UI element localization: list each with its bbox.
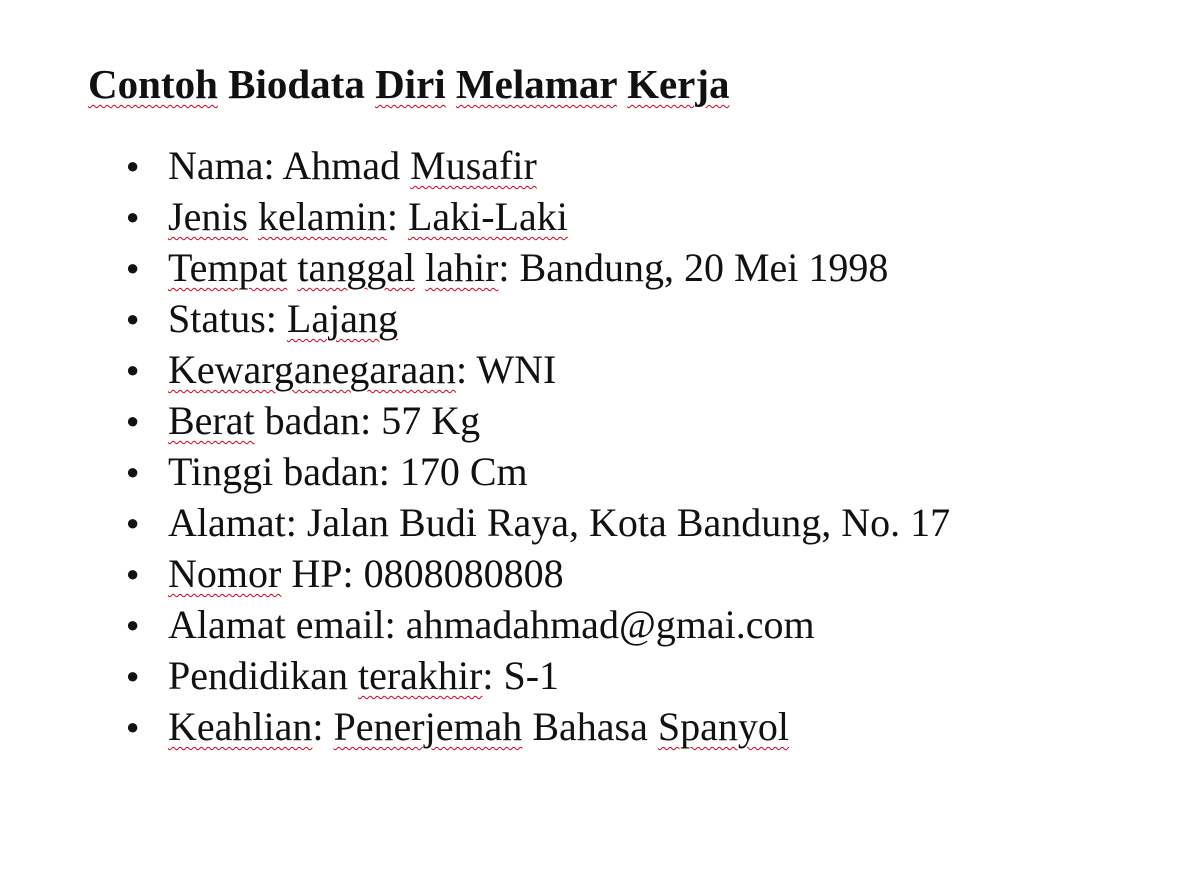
item-text: :	[386, 194, 408, 239]
list-item-nama	[88, 140, 1168, 191]
bullet-icon: ●	[126, 510, 140, 535]
misspelled-word: Penerjemah	[333, 704, 523, 749]
misspelled-word: Kerja	[627, 61, 730, 107]
list-item-nomor-hp	[88, 548, 1168, 599]
title-text	[446, 61, 456, 107]
item-text	[287, 245, 297, 290]
item-text: : S-1	[482, 653, 560, 698]
misspelled-word: Jenis	[168, 194, 248, 239]
item-text: Tinggi badan: 170 Cm	[168, 449, 528, 494]
bullet-icon: ●	[126, 408, 140, 433]
item-text	[415, 245, 425, 290]
bullet-icon: ●	[126, 714, 140, 739]
document-page	[88, 58, 1168, 752]
title-text	[617, 61, 627, 107]
misspelled-word: Keahlian	[168, 704, 313, 749]
item-text: : WNI	[455, 347, 557, 392]
misspelled-word: Kewarganegaraan	[168, 347, 456, 392]
bullet-icon: ●	[126, 153, 140, 178]
bullet-icon: ●	[126, 204, 140, 229]
item-text: Alamat email: ahmadahmad@gmai.com	[168, 602, 815, 647]
misspelled-word: lahir	[425, 245, 499, 290]
misspelled-word: Lajang	[286, 296, 398, 341]
misspelled-word: Melamar	[455, 61, 617, 107]
list-item-jenis-kelamin	[88, 191, 1168, 242]
list-item-pendidikan-terakhir	[88, 650, 1168, 701]
item-text: : Bandung, 20 Mei 1998	[498, 245, 889, 290]
bullet-icon: ●	[126, 663, 140, 688]
bullet-icon: ●	[126, 255, 140, 280]
bullet-icon: ●	[126, 459, 140, 484]
item-text: Alamat: Jalan Budi Raya, Kota Bandung, No. 17	[168, 500, 951, 545]
item-text: Nama: Ahmad	[168, 143, 411, 188]
list-item-status	[88, 293, 1168, 344]
item-text: HP: 0808080808	[281, 551, 564, 596]
misspelled-word: Laki-Laki	[407, 194, 568, 239]
misspelled-word: Diri	[375, 61, 446, 107]
bullet-icon: ●	[126, 357, 140, 382]
biodata-list	[88, 140, 1168, 752]
list-item-kewarganegaraan	[88, 344, 1168, 395]
misspelled-word: Tempat	[168, 245, 288, 290]
misspelled-word: Berat	[168, 398, 255, 443]
list-item-alamat	[88, 497, 1168, 548]
item-text: Pendidikan	[168, 653, 358, 698]
item-text: Status:	[168, 296, 287, 341]
item-text: :	[312, 704, 334, 749]
misspelled-word: kelamin	[258, 194, 387, 239]
document-title	[88, 58, 1168, 110]
bullet-icon: ●	[126, 612, 140, 637]
list-item-berat-badan	[88, 395, 1168, 446]
bullet-icon: ●	[126, 306, 140, 331]
misspelled-word: Nomor	[168, 551, 282, 596]
misspelled-word: tanggal	[297, 245, 416, 290]
item-text: Bahasa	[522, 704, 658, 749]
list-item-keahlian	[88, 701, 1168, 752]
list-item-tempat-tanggal-lahir	[88, 242, 1168, 293]
misspelled-word: Musafir	[410, 143, 537, 188]
misspelled-word: terakhir	[357, 653, 483, 698]
misspelled-word: Contoh	[88, 61, 218, 107]
bullet-icon: ●	[126, 561, 140, 586]
list-item-alamat-email	[88, 599, 1168, 650]
list-item-tinggi-badan	[88, 446, 1168, 497]
item-text: badan: 57 Kg	[254, 398, 481, 443]
misspelled-word: Spanyol	[657, 704, 789, 749]
item-text	[248, 194, 258, 239]
title-text: Biodata	[217, 61, 376, 107]
